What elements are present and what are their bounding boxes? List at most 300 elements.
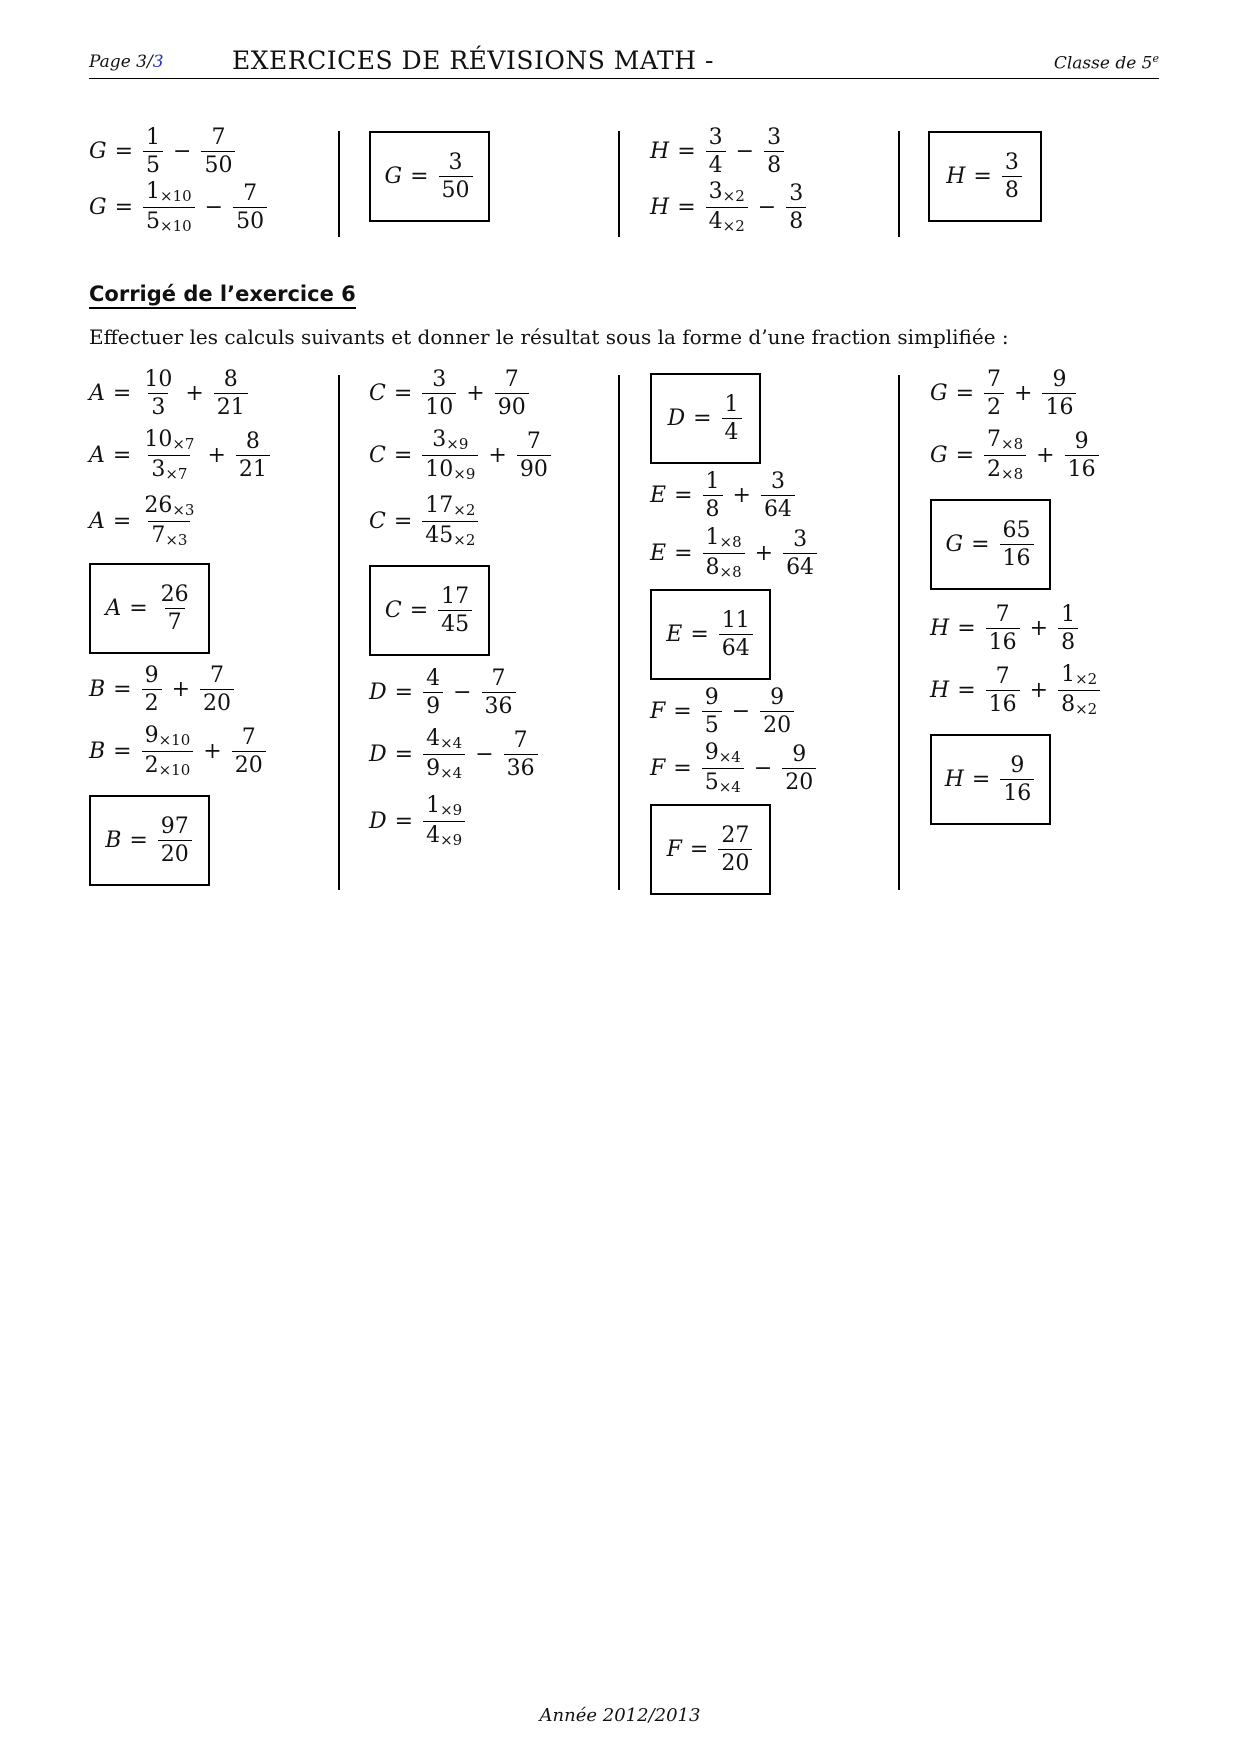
fraction [706,180,748,235]
result-box [930,499,1051,590]
numerator-value: 1 [724,391,739,417]
result-box [650,373,761,464]
numerator [158,583,192,608]
fraction [1000,754,1034,805]
multiplier: ×2 [722,216,745,235]
variable-name: E [666,622,683,647]
equals-sign: = [955,381,975,407]
equals-sign: = [394,741,414,767]
equation [930,368,1078,419]
numerator-value: 1 [1061,602,1076,627]
numerator [142,724,194,751]
numerator [722,393,742,418]
fraction [143,126,163,177]
denominator-value: 20 [785,769,814,795]
numerator-value: 9 [144,663,159,688]
denominator-value: 10 [425,395,454,421]
multiplier: ×4 [440,734,463,752]
numerator-value: 7 [210,663,225,688]
denominator [143,207,195,235]
fraction [703,526,745,581]
numerator-value: 3 [708,125,723,150]
denominator [233,207,267,233]
denominator [1002,176,1022,202]
denominator [703,495,723,521]
variable-name: A [89,442,105,468]
equals-sign: = [393,442,413,468]
fraction [764,126,784,177]
variable-name: H [944,767,964,792]
denominator-value: 9 [426,755,441,781]
equation [667,824,755,875]
multiplier: ×9 [440,830,463,849]
denominator-value: 2 [987,456,1002,482]
operator-sign: + [1014,381,1033,407]
multiplier: ×9 [446,435,469,453]
denominator [984,455,1026,483]
variable-name: A [89,508,105,534]
denominator [232,751,266,777]
numerator-value: 7 [995,602,1010,627]
denominator-value: 8 [705,497,720,523]
denominator-value: 8 [1004,178,1019,203]
equation [945,754,1037,805]
denominator-value: 20 [203,691,232,717]
fraction [423,667,443,718]
numerator [524,430,544,455]
multiplier: ×3 [172,501,195,519]
denominator-value: 3 [151,395,166,421]
variable-name: B [105,828,122,853]
variable-name: G [89,139,107,165]
variable-name: F [650,699,666,725]
operator-sign: + [171,677,191,703]
multiplier: ×10 [160,216,192,235]
denominator-value: 16 [1045,395,1074,421]
denominator [422,393,456,419]
denominator [1042,393,1076,419]
numerator-value: 10 [144,367,173,392]
fraction [439,151,473,202]
section-title: Corrigé de l’exercice 6 [89,282,356,309]
denominator [719,634,753,660]
equals-sign: = [112,442,132,468]
fraction [158,583,192,634]
denominator-value: 36 [506,755,535,781]
fraction [702,741,744,796]
fraction [986,665,1020,716]
denominator-value: 20 [160,842,189,867]
numerator [1000,519,1034,544]
equals-sign: = [112,508,132,534]
numerator [208,126,228,151]
denominator [706,151,726,177]
denominator-value: 5 [146,208,161,234]
fraction [984,368,1004,419]
denominator [143,151,163,177]
equals-sign: = [971,767,991,792]
numerator [767,686,787,711]
fraction [236,430,270,481]
multiplier: ×9 [453,464,476,483]
numerator-value: 26 [160,581,189,607]
result-box [650,589,771,680]
numerator [141,494,197,521]
denominator [423,821,465,849]
numerator-value: 1 [705,469,720,494]
denominator-value: 4 [708,208,723,234]
variable-name: C [369,381,386,407]
numerator [141,428,197,455]
equals-sign: = [112,381,132,407]
denominator [148,455,190,483]
numerator [1049,368,1069,393]
numerator [703,470,723,495]
equals-sign: = [410,164,429,189]
denominator [786,207,806,233]
numerator-value: 3 [432,367,447,392]
denominator [986,690,1020,716]
equation [105,815,194,866]
equation [930,428,1101,483]
fraction [782,743,816,794]
fraction [718,824,752,875]
numerator-value: 3 [448,149,463,175]
numerator [240,182,260,207]
numerator [1072,430,1092,455]
numerator [423,794,465,821]
numerator-value: 10 [144,427,173,452]
equals-sign: = [689,837,709,862]
numerator-value: 3 [432,427,447,452]
numerator [423,667,443,692]
variable-name: G [384,164,403,189]
equals-sign: = [677,139,696,165]
denominator [142,751,194,779]
numerator [429,368,449,393]
operator-sign: − [475,741,494,767]
numerator [207,664,227,689]
equation [89,180,269,235]
page-footer: Année 2012/2013 [539,1705,701,1726]
numerator-value: 4 [426,726,441,751]
variable-name: G [930,442,948,468]
denominator [423,692,443,718]
denominator-value: 8 [789,208,804,234]
multiplier: ×2 [1075,670,1098,688]
equals-sign: = [957,616,976,642]
denominator-value: 5 [146,153,161,179]
fraction [1065,430,1099,481]
equals-sign: = [693,406,712,431]
denominator [761,495,795,521]
denominator [703,553,745,581]
numerator [702,741,744,768]
variable-name: E [650,483,667,509]
denominator-value: 21 [216,395,245,421]
operator-sign: + [203,738,222,764]
numerator-value: 7 [243,180,258,206]
multiplier: ×8 [719,562,742,581]
equation [89,664,236,715]
equals-sign: = [973,164,992,189]
numerator [422,494,478,521]
equals-sign: = [409,598,429,623]
numerator [703,526,745,553]
numerator [993,665,1013,690]
numerator-value: 7 [526,428,541,454]
column-separator [338,375,340,890]
equals-sign: = [113,738,132,764]
result-box [369,565,490,656]
numerator [489,667,509,692]
operator-sign: − [731,699,751,725]
equation [369,794,467,849]
page-label: Page 3/ [89,52,153,72]
fraction [422,368,456,419]
denominator-value: 4 [708,153,723,179]
numerator [1058,603,1078,628]
variable-name: G [945,532,964,557]
denominator [438,610,472,636]
numerator [158,815,192,840]
numerator-value: 3 [789,180,804,206]
denominator-value: 8 [1061,630,1076,656]
numerator [786,182,806,207]
multiplier: ×4 [718,748,741,766]
denominator-value: 8 [767,153,782,179]
numerator [243,430,263,455]
result-box [89,795,210,886]
equation [89,368,250,419]
denominator [422,521,478,549]
operator-sign: + [488,442,507,468]
equation [930,663,1102,718]
operator-sign: + [1036,442,1055,468]
column-separator [618,375,620,890]
equals-sign: = [955,442,975,468]
variable-name: H [650,139,670,165]
numerator-value: 8 [223,367,238,392]
equals-sign: = [957,677,976,703]
denominator [722,418,742,444]
fraction [1058,603,1078,654]
denominator-value: 16 [1002,546,1031,571]
denominator-value: 45 [425,522,454,548]
result-box [928,131,1042,222]
page-number [89,52,164,72]
fraction [517,430,551,481]
variable-name: B [89,738,106,764]
equation [105,583,193,634]
denominator-value: 20 [763,713,792,739]
denominator [718,849,752,875]
column-separator [618,131,620,237]
denominator-value: 20 [721,851,750,876]
equals-sign: = [394,680,414,706]
numerator [1058,663,1100,690]
operator-sign: + [754,540,774,566]
equation [650,741,818,796]
numerator-value: 9 [770,685,785,710]
denominator [200,689,234,715]
multiplier: ×8 [1001,435,1024,453]
numerator-value: 9 [144,723,159,748]
fraction [986,603,1020,654]
numerator [438,585,472,610]
multiplier: ×2 [453,530,476,549]
equation [89,494,199,549]
equation [667,393,743,444]
denominator-value: 5 [704,769,719,795]
numerator-value: 9 [704,740,719,765]
numerator-value: 3 [708,179,723,204]
denominator [782,768,816,794]
equals-sign: = [690,622,709,647]
variable-name: D [369,680,387,706]
numerator-value: 7 [987,367,1002,392]
denominator-value: 50 [236,208,265,234]
operator-sign: − [757,194,777,220]
variable-name: E [650,540,667,566]
multiplier: ×4 [440,763,463,782]
numerator [141,368,175,393]
operator-sign: − [735,139,755,165]
denominator [517,455,551,481]
equation [369,494,480,549]
fraction [214,368,248,419]
denominator-value: 8 [705,554,720,580]
denominator [702,711,722,737]
numerator [1007,754,1027,779]
multiplier: ×2 [453,501,476,519]
equation [369,368,531,419]
denominator [1000,544,1034,570]
equation [666,609,755,660]
numerator-value: 1 [146,179,161,204]
operator-sign: + [1029,616,1049,642]
equals-sign: = [674,483,693,509]
denominator-value: 45 [441,612,470,637]
fraction [232,726,266,777]
denominator [439,176,473,202]
denominator [1065,455,1099,481]
multiplier: ×2 [722,187,745,205]
equation [385,585,474,636]
denominator-value: 4 [426,822,441,848]
fraction [141,494,197,549]
variable-name: H [930,677,950,703]
fraction [141,428,197,483]
fraction [482,667,516,718]
equation [89,428,272,483]
numerator-value: 3 [770,469,785,494]
fraction [142,664,162,715]
numerator [984,368,1004,393]
equals-sign: = [114,139,134,165]
denominator-value: 50 [204,153,233,179]
numerator [764,126,784,151]
variable-name: G [930,381,948,407]
denominator-value: 16 [1003,781,1032,806]
variable-name: D [667,406,686,431]
numerator-value: 3 [1004,149,1019,175]
denominator [165,608,185,634]
numerator [706,126,726,151]
numerator-value: 1 [705,525,720,550]
equals-sign: = [129,828,148,853]
denominator-value: 16 [988,691,1017,717]
equals-sign: = [674,540,693,566]
denominator-value: 64 [763,497,792,523]
multiplier: ×10 [158,731,191,749]
variable-name: H [650,194,670,220]
fraction [422,494,478,549]
fraction [703,470,723,521]
equals-sign: = [677,194,696,220]
fraction [438,585,472,636]
numerator-value: 4 [426,666,441,691]
denominator [706,207,748,235]
page-total-link[interactable]: 3 [152,52,164,72]
denominator [1058,628,1078,654]
numerator-value: 7 [211,125,226,150]
numerator [142,664,162,689]
denominator [236,455,270,481]
result-box [930,734,1051,825]
class-superscript: e [1152,52,1159,65]
denominator-value: 2 [144,752,159,778]
numerator [446,151,466,176]
denominator [760,711,794,737]
fraction [702,686,722,737]
equals-sign: = [394,808,414,834]
denominator-value: 50 [441,178,470,203]
multiplier: ×2 [1075,699,1098,718]
fraction [201,126,235,177]
fraction [504,729,538,780]
equals-sign: = [673,699,692,725]
equation [369,428,553,483]
numerator-value: 7 [241,724,256,750]
denominator-value: 36 [484,694,513,720]
variable-name: C [369,442,386,468]
numerator [718,824,752,849]
variable-name: B [89,677,106,703]
multiplier: ×10 [158,760,191,779]
equals-sign: = [971,532,990,557]
multiplier: ×7 [165,464,188,483]
denominator-value: 2 [144,691,159,717]
variable-name: H [930,616,950,642]
fraction [142,724,194,779]
fraction [141,368,175,419]
denominator [148,393,168,419]
denominator-value: 21 [238,456,267,482]
numerator-value: 17 [441,583,470,609]
page-header [89,44,1159,79]
multiplier: ×4 [718,777,741,796]
denominator-value: 64 [786,554,815,580]
fraction [760,686,794,737]
equation [946,151,1024,202]
multiplier: ×8 [719,533,742,551]
numerator-value: 7 [995,663,1010,689]
denominator [764,151,784,177]
denominator-value: 90 [519,456,548,482]
operator-sign: − [173,139,192,165]
numerator-value: 26 [144,493,173,518]
